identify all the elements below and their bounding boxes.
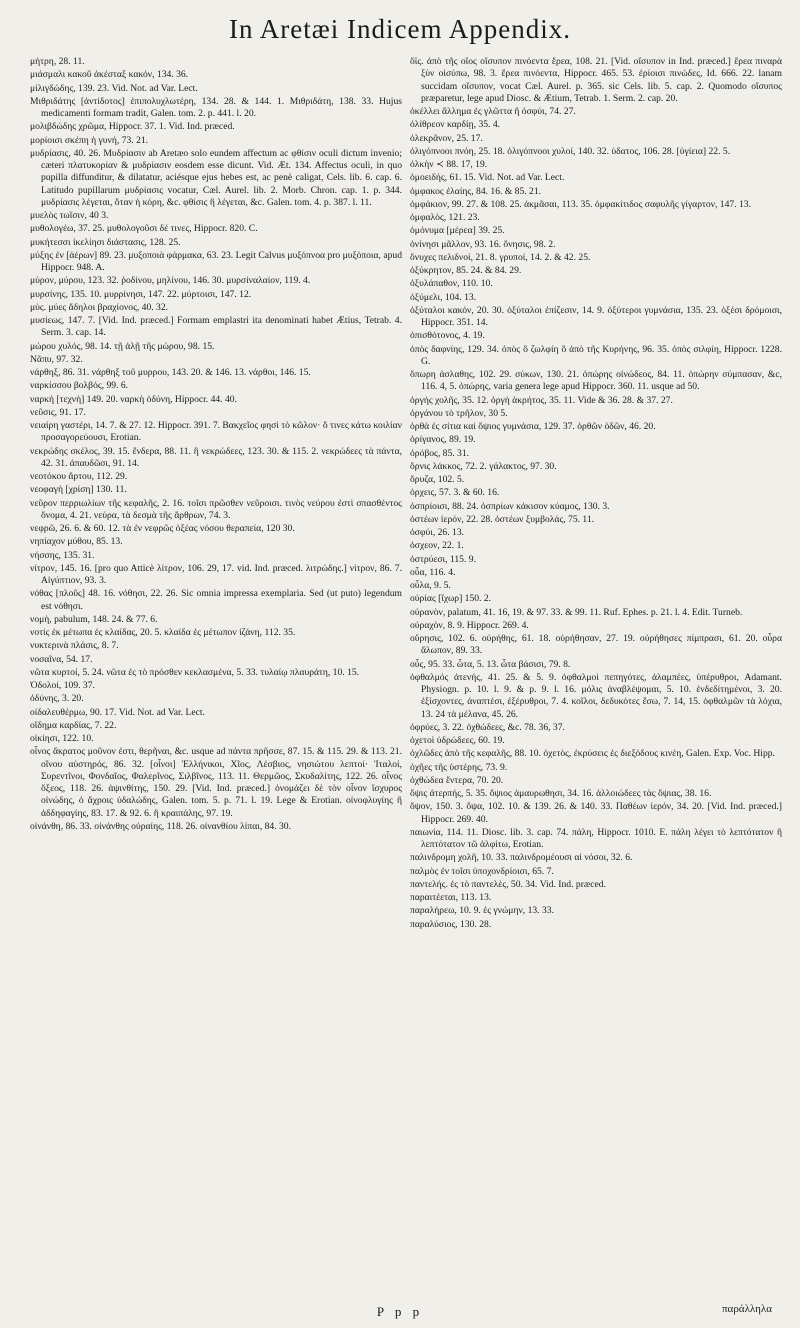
index-entry: Ὀδολοί, 109. 37. bbox=[30, 680, 95, 691]
index-entry: ὀξύμελι, 104. 13. bbox=[410, 291, 477, 303]
index-entry: ὀξύταλοι κακόν, 20. 30. ὀξύταλοι ἐπίζεσιν, 14. 9. ὀξύτεροι γυμνάσια, 135. 23. ὀξέσι δρόμοισι, Hippocr. 351. 14. bbox=[410, 304, 782, 328]
index-entry: ὀπισθότονος, 4. 19. bbox=[410, 330, 485, 342]
index-entry: παλμὸς ἐν τοῖσι ὑποχονδρίοισι, 65. 7. bbox=[410, 865, 554, 877]
index-entry: οὐραχὸν, 8. 9. Hippocr. 269. 4. bbox=[410, 619, 529, 631]
index-entry: νεοτόκου ἄρτου, 112. 29. bbox=[30, 471, 128, 482]
index-entry: ὀσχεον, 22. 1. bbox=[410, 540, 464, 552]
index-entry: μιάσμαλι κακοῦ ἀκέσταξ κακόν, 134. 36. bbox=[30, 69, 189, 81]
index-entry: ὄψις ἀτερπής, 5. 35. ὄψιος ἀμαυρωθησι, 34. 16. ἀλλοιώδεες τὰς ὄψιας, 38. 16. bbox=[410, 788, 712, 799]
index-entry: ὀστέων ἱερόν, 22. 28. ὀστέων ξυμβολάς, 75. 11. bbox=[410, 513, 595, 525]
index-entry: μορίοισι σκέπη ἡ γυνή, 73. 21. bbox=[30, 134, 149, 146]
index-entry: ὀπὸς δαφνίης, 129. 34. ὀπὸς ὃ ζωλφίη ὃ ἀπὸ τῆς Κυρήνης, 96. 35. ὀπὸς σιλφίη, Hippocr. 1228. G. bbox=[410, 343, 782, 367]
index-entry: οὖλα, 9. 5. bbox=[410, 580, 451, 591]
index-entry: νεοφαγὴ [χρίση] 130. 11. bbox=[30, 484, 127, 496]
index-entry: μύξης ἐν [ἀέρων] 89. 23. μυξοποιὰ φάρμακα, 63. 23. Legit Calvus μυξόπνοα pro μυξόποια, apud Hippocr. 948. A. bbox=[30, 249, 402, 273]
index-entry: ὀμφαλὸς, 121. 23. bbox=[410, 212, 480, 223]
index-entry: νεῦσις, 91. 17. bbox=[30, 406, 86, 418]
catchword: παράλληλα bbox=[722, 1303, 772, 1315]
index-entry: ὀσπρίοισι, 88. 24. ὀσπρίων κάκισον κύαμος, 130. 3. bbox=[410, 500, 610, 512]
index-entry: ὄρυζα, 102. 5. bbox=[410, 474, 465, 485]
index-entry: ὄπωρη ἀσλαθης, 102. 29. σύκων, 130. 21. ὀπώρης οἰνώδεος, 84. 11. ὀπώρην σύμπασαν, &c, 116. 4, 5. ὀπώρης, varia genera lege apud Hippocr. 360. 11. usque ad 50. bbox=[410, 369, 782, 393]
index-entry: ὄνυχες πελιδνοί, 21. 8. γρυποί, 14. 2. & 42. 25. bbox=[410, 251, 591, 263]
index-entry: μήτρη, 28. 11. bbox=[30, 56, 85, 67]
index-entry: ναρκὴ [τεχνὴ] 149. 20. ναρκὴ ὀδύνη, Hippocr. 44. 40. bbox=[30, 393, 237, 405]
index-entry: ὄψον, 150. 3. ὄψα, 102. 10. & 139. 26. & 140. 33. Παθέων ἱερόν, 34. 20. [Vid. Ind. præced.] Hippocr. 269. 40. bbox=[410, 801, 782, 825]
index-entry: νεκρώδης σκέλος, 39. 15. ἔνδερα, 88. 11. ἢ νεκρώδεες, 123. 30. & 115. 2. νεκρώδεες τὰ πάντα, 42. 31. ἀπαυδῶσι, 91. 14. bbox=[30, 445, 402, 469]
index-entry: ὀλεκρᾶνον, 25. 17. bbox=[410, 132, 483, 144]
index-entry: ὀχθώδεα ἔντερα, 70. 20. bbox=[410, 774, 504, 786]
index-entry: παντελής. ἐς τὸ παντελὲς, 50. 34. Vid. Ind. præced. bbox=[410, 878, 606, 890]
index-entry: ὀργάνου τὸ τρῆλον, 30 5. bbox=[410, 407, 508, 419]
index-entry: μὺς. μύες ἄδηλοι βραχίονος, 40. 32. bbox=[30, 301, 169, 313]
page-header: In Aretæi Indicem Appendix. bbox=[229, 14, 571, 44]
index-column-right bbox=[410, 56, 782, 932]
index-entry: μυκήτεσσι ἰκελίησι διάστασις, 128. 25. bbox=[30, 236, 181, 248]
index-entry: ὀνίνησι μᾶλλον, 93. 16. ὄνησις, 98. 2. bbox=[410, 238, 556, 250]
index-entry: παραιτέεται, 113. 13. bbox=[410, 892, 492, 903]
index-entry: ὀχλῶδες ἀπὸ τῆς κεφαλῆς, 88. 10. ὀχετὸς, ἐκρύσεις ἐς διεξόδους κινέη, Galen. Exp. Voc. Hipp. bbox=[410, 748, 775, 760]
index-entry: νομὴ, pabulum, 148. 24. & 77. 6. bbox=[30, 613, 158, 625]
index-entry: νίτρον, 145. 16. [pro quo Atticè λίτρον, 106. 29, 17. vid. Ind. præced. λιτρώδης.] νίτρον, 86. 7. Αἰγύπτιον, 93. 3. bbox=[30, 562, 402, 586]
index-entry: παιωνία, 114. 11. Diosc. lib. 3. cap. 74. πάλη, Hippocr. 1010. E. πάλη λέγει τὸ λεπτότατον ἢ λεπτότατον τῶ ἀλφίτω, Erotian. bbox=[410, 826, 782, 850]
index-entry: νάρθηξ, 86. 31. νάρθηξ τοῦ μυρρου, 143. 20. & 146. 13. νάρθοι, 146. 15. bbox=[30, 367, 311, 378]
index-entry: μύρον, μύρου, 123. 32. ῥοδίνου, μηλίνου, 146. 30. μυρσίναλαίον, 119. 4. bbox=[30, 275, 311, 287]
index-entry: νεφρῶ, 26. 6. & 60. 12. τὰ ἐν νεφρῶς ὀξέας νόσου θεραπεία, 120 30. bbox=[30, 523, 295, 534]
index-entry: ὀρθὰ ἐς σίτια καὶ ὄψιος γυμνάσια, 129. 37. ὀρθῶν ὁδῶν, 46. 20. bbox=[410, 421, 656, 432]
index-entry: μυδρίασις, 40. 26. Μυδρίασιν ab Aretæo solo eundem affectum ac φθίσιν oculi dictum invenio; cæteri πλατυκορίαν & μυδρίασιν eosdem esse dicunt. Vid. Æt. 134. Affectus oculi, in quo pupilla diffunditur, & dilatatur, aciésque ejus hebes est, ac penè caligat, Cels. lib. 6. cap. 6. Latitudo pupillarum μυδρίασις vocatur, Cæl. Aurel. lib. 2. Morb. Chron. cap. 1. p. 344. μυδρίασις λέγεται, ὅταν ἡ κόρη, &c. φθίσις ἣ λέγεται, &c. Galen. tom. 4. p. 387. l. 11. bbox=[30, 147, 402, 208]
index-entry: νῶτα κυρτοί, 5. 24. νῶτα ἐς τὸ πρόσθεν κεκλασμένα, 5. 33. τυλαίῳ πλαυράτη, 10. 15. bbox=[30, 666, 360, 678]
index-entry: ὄρνις λάκκος, 72. 2. γάλακτος, 97. 30. bbox=[410, 460, 557, 472]
index-entry: νεῦρον περριωλίων τῆς κεφαλῆς, 2. 16. τοῖσι πρῶσθεν νεῦροισι. τινὸς νεύρου ἐστὶ σπασθέντος ὄνομα, 4. 21. νεύρα, τὰ δεσμὰ τῆς ἄρθρων, 74. 3. bbox=[30, 497, 402, 521]
index-entry: ὁμόνυμα [μέρεα] 39. 25. bbox=[410, 225, 505, 237]
index-entry: ὀργὴς χολῆς, 35. 12. ὀργὴ ἀκρήτος, 35. 11. Vide & 36. 28. & 37. 27. bbox=[410, 394, 673, 406]
index-entry: ὀξύκρητον, 85. 24. & 84. 29. bbox=[410, 265, 522, 276]
index-entry: ὀλκὴν ≺ 88. 17, 19. bbox=[410, 159, 488, 170]
index-entry: οἰνάνθη, 86. 33. οἰνάνθης οὐραίης, 118. 26. οἰνανθίου λίπαι, 84. 30. bbox=[30, 820, 292, 832]
index-entry: οὖα, 116. 4. bbox=[410, 566, 456, 578]
index-entry: ὀστρύεσι, 115. 9. bbox=[410, 553, 476, 565]
index-entry: νόθας [πλοῦς] 48. 16. νόθησι, 22. 26. Sic omnia impressa exemplaria. Sed (ut puto) legendum est νόθησι. bbox=[30, 588, 402, 612]
index-entry: ὀσφύι, 26. 13. bbox=[410, 527, 465, 538]
index-entry: ὁμοειδής, 61. 15. Vid. Not. ad Var. Lect. bbox=[410, 172, 565, 184]
index-entry: οἰδαλευθέρμω, 90. 17. Vid. Not. ad Var. Lect. bbox=[30, 706, 205, 718]
index-entry: νοσαῖνα, 54. 17. bbox=[30, 653, 93, 665]
index-entry: παλινδρομη χολῆ, 10. 33. παλινδρομέουσι αἱ νόσοι, 32. 6. bbox=[410, 852, 633, 864]
index-entry: παραλύσιος, 130. 28. bbox=[410, 918, 492, 930]
index-entry: ὀχῆες τῆς ὑστέρης, 73. 9. bbox=[410, 761, 508, 773]
index-entry: οἰκίησι, 122. 10. bbox=[30, 733, 94, 744]
index-entry: ὀρίγανος, 89. 19. bbox=[410, 434, 476, 446]
index-entry: νοτίς ἐκ μέτωπα ἐς κλαίδας, 20. 5. κλαίδα ἐς μέτωπον ἰζάνη, 112. 35. bbox=[30, 627, 296, 638]
index-entry: ὀλίθρεον καρδίῃ, 35. 4. bbox=[410, 119, 501, 131]
index-entry: Νᾶπυ, 97. 32. bbox=[30, 353, 83, 365]
index-entry: μίλιγδώδης, 139. 23. Vid. Not. ad Var. Lect. bbox=[30, 82, 198, 94]
index-entry: ὀρχεις, 57. 3. & 60. 16. bbox=[410, 487, 500, 499]
index-entry: οὐρανὸν, palatum, 41. 16, 19. & 97. 33. & 99. 11. Ruf. Ephes. p. 21. l. 4. Edit. Turneb. bbox=[410, 606, 743, 618]
index-entry: μυσίεως, 147. 7. [Vid. Ind. præced.] Formam emplastri ita denominati habet Ætius, Tetrab. 4. Serm. 3. cap. 14. bbox=[30, 315, 402, 339]
index-entry: μυρσίνης, 135. 10. μυρρίνησι, 147. 22. μύρτοισι, 147. 12. bbox=[30, 288, 252, 300]
index-entry: νήσσης, 135. 31. bbox=[30, 549, 95, 561]
index-entry: ὀξυλάπαθον, 110. 10. bbox=[410, 278, 493, 290]
index-column-left bbox=[30, 56, 402, 834]
index-entry: ὀφρύες, 3. 22. ὀχθώδεες, &c. 78. 36, 37. bbox=[410, 721, 565, 733]
index-entry: ὀφθαλμός ἀτενής, 41. 25. & 5. 9. ὀφθαλμοὶ πεπηγότες, ἀλαμπέες, ὑπέρυθροι, Adamant. Physiogn. p. 10. l. 9. & p. 9. l. 16. μόλις ἀναβλέψομαι, 5. 10. ἐνδεδίτημένοι, 3. 20. ἐξίσχοντες, ἀναπτέσι, ἐξέρυθροι, 7. 4. κοῖλοι, δεδυκότες ἔσω, 7. 14, 15. ὀφθαλμῶν τὰ λόχια, 13. 24 τὰ μέλανα, 45. 26. bbox=[410, 671, 782, 720]
index-entry: Μιθριδάτης [ἀντίδοτος] ἐπιπολυχλωτέρη, 134. 28. & 144. 1. Μιθριδάτη, 138. 33. Hujus medicamenti formam tradit, Galen. tom. 2. p. 441. l. 20. bbox=[30, 95, 402, 119]
index-entry: ναρκίσσου βολβός, 99. 6. bbox=[30, 380, 129, 392]
index-entry: οὖς, 95. 33. ὦτα, 5. 13. ὦτα βάσισι, 79. 8. bbox=[410, 658, 571, 670]
index-entry: ὀμφάκιον, 99. 27. & 108. 25. ἀκμᾶσαι, 113. 35. ὀμφακίτιδος σαφυλῆς γίγαρτον, 147. 13. bbox=[410, 198, 751, 210]
index-entry: μυελὸς τωῖσιν, 40 3. bbox=[30, 210, 109, 221]
index-entry: οὔρησις, 102. 6. οὐρήθης, 61. 18. οὐρήθησαν, 27. 19. οὐρήθησες πίμπρασι, 61. 20. οὖρα ἄλωπον, 89. 33. bbox=[410, 633, 782, 657]
index-entry: ὄϊς. ἀπὸ τῆς οἴος οἴσυπον πινόεντα ἔρεα, 108. 21. [Vid. οἴσυπον in Ind. præced.] ἔρεα πιναρὰ ξὺν οἰσύπω, 98. 3. ἔρεα πινόεντα, Hippocr. 465. 53. ἐρίοισι πινώδες, Id. 666. 22. lanam succidam οἴσυπον, vocat Cæl. Aurel. p. 365. sic Cels. lib. 5. cap. 2. Quomodo οἴσυπος præparetur, lege apud Diosc. & Ætium, Tetrab. 1. Serm. 2. cap. 20. bbox=[410, 56, 782, 104]
index-entry: ὀμφακος ἐλαίης, 84. 16. & 85. 21. bbox=[410, 185, 542, 197]
index-entry: οἴδημα καρδίας, 7. 22. bbox=[30, 719, 117, 731]
index-entry: μυθολογέω, 37. 25. μυθολογοῦσι δέ τινες, Hippocr. 820. C. bbox=[30, 223, 258, 235]
index-entry: ὀρόβος, 85. 31. bbox=[410, 447, 470, 459]
index-entry: οἶνος ἄκρατος μοῦνον ἐστι, θερῆναι, &c. usque ad πάντα πρῆσσε, 87. 15. & 115. 29. & 113. 21. οἴνου αὐστηρός, 86. 32. [οἶνοι] Ἑλλήνικοι, Χῖος, Λέσβιος, νησιώτου λεπτοί· Ἰταλοί, Συρεντῖνοι, Φονδαῖος, Φαλερῖνος, Σιλβῖνος, 113. 11. Θερμῶος, Σκυδαλίτης, 122. 26. οἶνος ὄξεος, 118. 26. ἀψινθίτης, 150. 29. [Vid. Ind. præced.] ὀνομάζει δὲ τὸν οἶνον ἴσχυρος οἰνώδης, ὁ ἄχροις ὑδαλώδης, Galen. tom. 5. p. 71. l. 19. Lege & Erotian. οἰνοφλυγίης ἢ ἀδδηφαγίης, 83. 17. & 92. 6. ἢ κραιπάλης, 97. 19. bbox=[30, 746, 402, 819]
index-entry: νειαίρη γαστέρι, 14. 7. & 27. 12. Hippocr. 391. 7. Βακχεῖος φησὶ τὸ κῶλον· ὅ τινες κάτω κοιλίαν προσαγορεύουσι, Erotian. bbox=[30, 420, 402, 444]
index-entry: ὀχετοὶ ὑδρώδεες, 60. 19. bbox=[410, 735, 505, 746]
index-entry: ὀλιγόπνοοι πνόη, 25. 18. ὀλιγόπνοοι χυλοί, 140. 32. ὑδατος, 106. 28. [ὑγίεια] 22. 5. bbox=[410, 145, 731, 157]
index-entry: οὐρίας [ἴχωρ] 150. 2. bbox=[410, 593, 492, 605]
index-entry: νηπίαχον μύθου, 85. 13. bbox=[30, 536, 123, 548]
index-entry: παραλήρεω, 10. 9. ἐς γνώμην, 13. 33. bbox=[410, 905, 554, 917]
index-entry: ὀδύνης, 3. 20. bbox=[30, 693, 84, 705]
index-entry: μολιβδώδης χρῶμα, Hippocr. 37. 1. Vid. Ind. præced. bbox=[30, 121, 235, 133]
index-entry: νυκτερινὰ πλάσις, 8. 7. bbox=[30, 640, 119, 652]
index-entry: μώρου χυλός, 98. 14. τῇ ἀλῇ τῆς μώρου, 98. 15. bbox=[30, 340, 215, 352]
signature-mark: P p p bbox=[376, 1304, 424, 1319]
index-entry: ὀκέλλει ἄλλημα ἐς γλῶττα ἢ ὀσφύι, 74. 27. bbox=[410, 106, 576, 117]
